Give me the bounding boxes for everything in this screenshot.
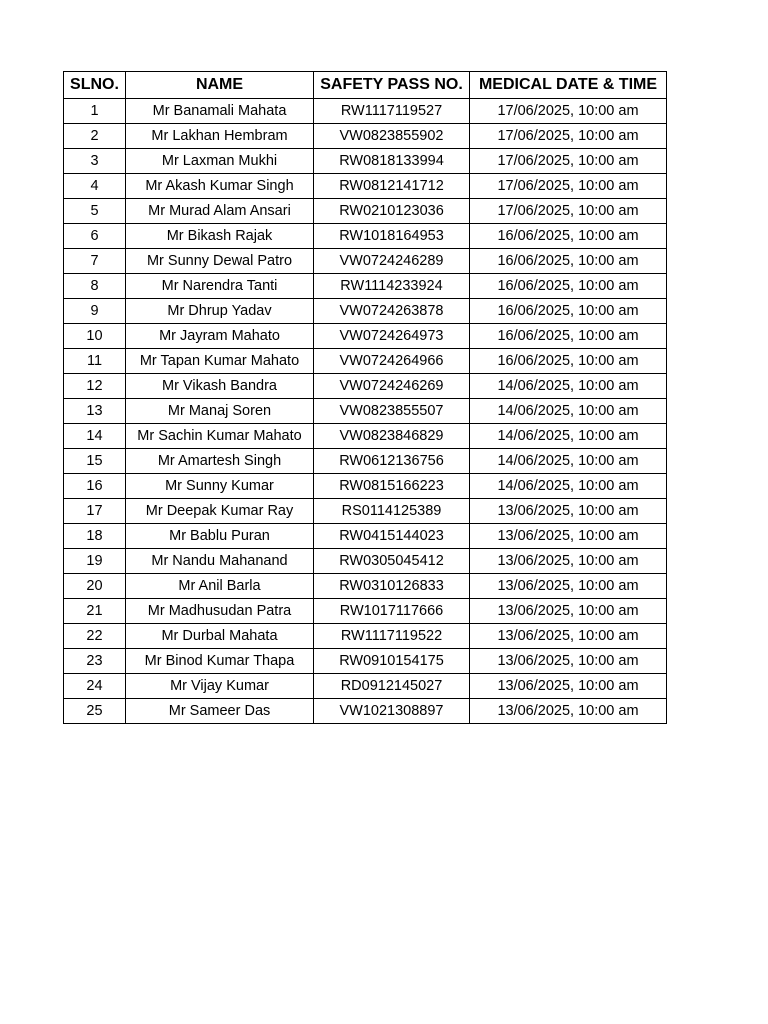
cell-safety-pass-no: VW0724264973 [314, 324, 470, 349]
cell-medical-date-time: 13/06/2025, 10:00 am [470, 499, 667, 524]
cell-medical-date-time: 13/06/2025, 10:00 am [470, 674, 667, 699]
cell-slno: 6 [64, 224, 126, 249]
cell-medical-date-time: 13/06/2025, 10:00 am [470, 624, 667, 649]
cell-name: Mr Sameer Das [126, 699, 314, 724]
table-row [64, 99, 667, 124]
cell-medical-date-time: 13/06/2025, 10:00 am [470, 649, 667, 674]
cell-safety-pass-no: RW0815166223 [314, 474, 470, 499]
cell-medical-date-time: 14/06/2025, 10:00 am [470, 449, 667, 474]
cell-slno: 5 [64, 199, 126, 224]
cell-name: Mr Banamali Mahata [126, 99, 314, 124]
table-row [64, 349, 667, 374]
cell-safety-pass-no: VW0724246289 [314, 249, 470, 274]
cell-safety-pass-no: VW0724264966 [314, 349, 470, 374]
cell-name: Mr Amartesh Singh [126, 449, 314, 474]
cell-safety-pass-no: VW0823846829 [314, 424, 470, 449]
cell-safety-pass-no: RW1117119527 [314, 99, 470, 124]
cell-medical-date-time: 17/06/2025, 10:00 am [470, 174, 667, 199]
table-row [64, 374, 667, 399]
cell-name: Mr Vijay Kumar [126, 674, 314, 699]
cell-name: Mr Bikash Rajak [126, 224, 314, 249]
cell-name: Mr Vikash Bandra [126, 374, 314, 399]
table-row [64, 249, 667, 274]
cell-medical-date-time: 13/06/2025, 10:00 am [470, 524, 667, 549]
cell-name: Mr Murad Alam Ansari [126, 199, 314, 224]
table-row [64, 149, 667, 174]
cell-safety-pass-no: RW0812141712 [314, 174, 470, 199]
cell-name: Mr Jayram Mahato [126, 324, 314, 349]
cell-name: Mr Sachin Kumar Mahato [126, 424, 314, 449]
cell-slno: 24 [64, 674, 126, 699]
header-medical-date-time: MEDICAL DATE & TIME [470, 72, 667, 99]
table-row [64, 124, 667, 149]
cell-medical-date-time: 16/06/2025, 10:00 am [470, 249, 667, 274]
header-name: NAME [126, 72, 314, 99]
cell-slno: 4 [64, 174, 126, 199]
table-row [64, 499, 667, 524]
cell-medical-date-time: 14/06/2025, 10:00 am [470, 424, 667, 449]
cell-safety-pass-no: VW0823855507 [314, 399, 470, 424]
cell-medical-date-time: 14/06/2025, 10:00 am [470, 374, 667, 399]
cell-slno: 19 [64, 549, 126, 574]
cell-name: Mr Madhusudan Patra [126, 599, 314, 624]
cell-slno: 10 [64, 324, 126, 349]
header-slno: SLNO. [64, 72, 126, 99]
cell-slno: 14 [64, 424, 126, 449]
cell-name: Mr Narendra Tanti [126, 274, 314, 299]
cell-safety-pass-no: RW0210123036 [314, 199, 470, 224]
cell-safety-pass-no: RW0818133994 [314, 149, 470, 174]
cell-safety-pass-no: RW1114233924 [314, 274, 470, 299]
cell-safety-pass-no: RW0305045412 [314, 549, 470, 574]
cell-slno: 17 [64, 499, 126, 524]
cell-name: Mr Sunny Kumar [126, 474, 314, 499]
cell-slno: 9 [64, 299, 126, 324]
cell-medical-date-time: 16/06/2025, 10:00 am [470, 324, 667, 349]
cell-medical-date-time: 14/06/2025, 10:00 am [470, 399, 667, 424]
table-row [64, 399, 667, 424]
cell-name: Mr Bablu Puran [126, 524, 314, 549]
cell-medical-date-time: 17/06/2025, 10:00 am [470, 124, 667, 149]
table-row [64, 299, 667, 324]
table-row [64, 274, 667, 299]
cell-name: Mr Durbal Mahata [126, 624, 314, 649]
table-row [64, 199, 667, 224]
cell-medical-date-time: 16/06/2025, 10:00 am [470, 299, 667, 324]
table-body [64, 99, 667, 724]
cell-safety-pass-no: RD0912145027 [314, 674, 470, 699]
cell-slno: 7 [64, 249, 126, 274]
cell-slno: 3 [64, 149, 126, 174]
table-row [64, 574, 667, 599]
cell-medical-date-time: 13/06/2025, 10:00 am [470, 599, 667, 624]
cell-name: Mr Nandu Mahanand [126, 549, 314, 574]
cell-medical-date-time: 17/06/2025, 10:00 am [470, 99, 667, 124]
cell-medical-date-time: 13/06/2025, 10:00 am [470, 699, 667, 724]
cell-name: Mr Sunny Dewal Patro [126, 249, 314, 274]
medical-schedule-table [63, 71, 667, 724]
cell-medical-date-time: 17/06/2025, 10:00 am [470, 149, 667, 174]
cell-slno: 15 [64, 449, 126, 474]
header-safety-pass-no: SAFETY PASS NO. [314, 72, 470, 99]
cell-slno: 8 [64, 274, 126, 299]
cell-slno: 16 [64, 474, 126, 499]
table-header [64, 72, 667, 99]
cell-medical-date-time: 17/06/2025, 10:00 am [470, 199, 667, 224]
cell-medical-date-time: 13/06/2025, 10:00 am [470, 574, 667, 599]
cell-name: Mr Manaj Soren [126, 399, 314, 424]
cell-safety-pass-no: RW0415144023 [314, 524, 470, 549]
header-row [64, 72, 667, 99]
cell-slno: 2 [64, 124, 126, 149]
cell-slno: 12 [64, 374, 126, 399]
cell-medical-date-time: 16/06/2025, 10:00 am [470, 224, 667, 249]
cell-name: Mr Lakhan Hembram [126, 124, 314, 149]
table-row [64, 224, 667, 249]
cell-slno: 22 [64, 624, 126, 649]
cell-name: Mr Binod Kumar Thapa [126, 649, 314, 674]
table-row [64, 449, 667, 474]
cell-medical-date-time: 16/06/2025, 10:00 am [470, 274, 667, 299]
cell-safety-pass-no: RW1018164953 [314, 224, 470, 249]
cell-slno: 23 [64, 649, 126, 674]
table-row [64, 324, 667, 349]
cell-medical-date-time: 13/06/2025, 10:00 am [470, 549, 667, 574]
cell-name: Mr Laxman Mukhi [126, 149, 314, 174]
cell-slno: 1 [64, 99, 126, 124]
cell-safety-pass-no: VW0724263878 [314, 299, 470, 324]
cell-name: Mr Akash Kumar Singh [126, 174, 314, 199]
table-row [64, 599, 667, 624]
cell-slno: 20 [64, 574, 126, 599]
cell-name: Mr Anil Barla [126, 574, 314, 599]
cell-safety-pass-no: RS0114125389 [314, 499, 470, 524]
table-row [64, 549, 667, 574]
cell-safety-pass-no: RW0910154175 [314, 649, 470, 674]
cell-medical-date-time: 14/06/2025, 10:00 am [470, 474, 667, 499]
table-row [64, 649, 667, 674]
cell-slno: 11 [64, 349, 126, 374]
cell-safety-pass-no: VW0724246269 [314, 374, 470, 399]
table-row [64, 174, 667, 199]
cell-slno: 21 [64, 599, 126, 624]
cell-safety-pass-no: RW0612136756 [314, 449, 470, 474]
cell-safety-pass-no: RW1017117666 [314, 599, 470, 624]
table-row [64, 524, 667, 549]
table-row [64, 674, 667, 699]
table-row [64, 624, 667, 649]
table-row [64, 699, 667, 724]
cell-medical-date-time: 16/06/2025, 10:00 am [470, 349, 667, 374]
cell-name: Mr Dhrup Yadav [126, 299, 314, 324]
cell-name: Mr Tapan Kumar Mahato [126, 349, 314, 374]
cell-safety-pass-no: VW0823855902 [314, 124, 470, 149]
cell-safety-pass-no: RW1117119522 [314, 624, 470, 649]
cell-safety-pass-no: VW1021308897 [314, 699, 470, 724]
cell-safety-pass-no: RW0310126833 [314, 574, 470, 599]
cell-slno: 25 [64, 699, 126, 724]
cell-slno: 13 [64, 399, 126, 424]
cell-slno: 18 [64, 524, 126, 549]
table-row [64, 424, 667, 449]
cell-name: Mr Deepak Kumar Ray [126, 499, 314, 524]
table-row [64, 474, 667, 499]
